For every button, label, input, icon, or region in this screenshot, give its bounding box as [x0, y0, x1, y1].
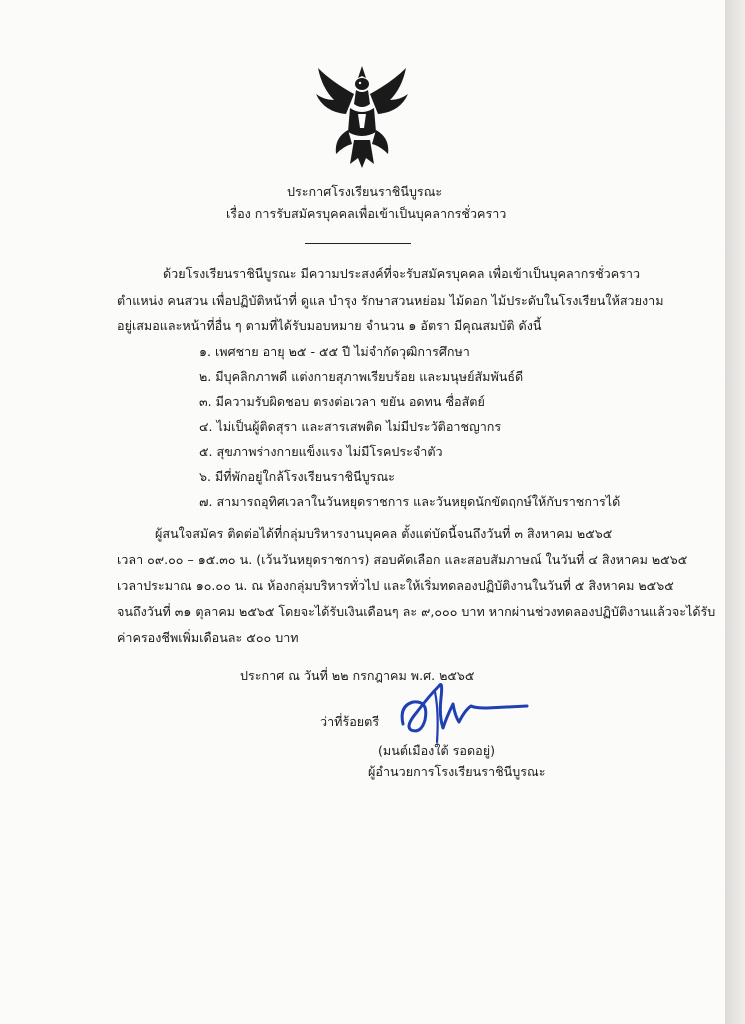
qualification-item: ๓. มีความรับผิดชอบ ตรงต่อเวลา ขยัน อดทน ซื่อสัตย์ — [199, 394, 485, 409]
application-line: ผู้สนใจสมัคร ติดต่อได้ที่กลุ่มบริหารงานบุคคล ตั้งแต่บัดนี้จนถึงวันที่ ๓ สิงหาคม ๒๕๖๕ — [155, 526, 613, 541]
signature-icon — [395, 672, 530, 752]
signatory-position: ผู้อำนวยการโรงเรียนราชินีบูรณะ — [368, 764, 546, 779]
qualification-item: ๕. สุขภาพร่างกายแข็งแรง ไม่มีโรคประจำตัว — [199, 444, 443, 459]
signatory-title: ว่าที่ร้อยตรี — [320, 714, 380, 729]
announcement-date: ประกาศ ณ วันที่ ๒๒ กรกฎาคม พ.ศ. ๒๕๖๕ — [240, 668, 475, 683]
application-line: ค่าครองชีพเพิ่มเดือนละ ๕๐๐ บาท — [117, 630, 299, 645]
qualification-item: ๔. ไม่เป็นผู้ติดสุรา และสารเสพติด ไม่มีประวัติอาชญากร — [199, 419, 502, 434]
scan-edge — [725, 0, 745, 1024]
garuda-emblem-icon — [312, 64, 412, 174]
intro-line: ตำแหน่ง คนสวน เพื่อปฏิบัติหน้าที่ ดูแล บำรุง รักษาสวนหย่อม ไม้ดอก ไม้ประดับในโรงเรียนให้สวยงาม — [117, 293, 664, 308]
signatory-name: (มนต์เมืองใต้ รอดอยู่) — [378, 743, 496, 758]
divider — [305, 243, 411, 244]
application-line: จนถึงวันที่ ๓๑ ตุลาคม ๒๕๖๕ โดยจะได้รับเงินเดือนๆ ละ ๙,๐๐๐ บาท หากผ่านช่วงทดลองปฏิบัติงานแล้วจะได้รับ — [117, 604, 716, 619]
document-title: ประกาศโรงเรียนราชินีบูรณะ — [287, 184, 443, 199]
document-subject: เรื่อง การรับสมัครบุคคลเพื่อเข้าเป็นบุคลากรชั่วคราว — [226, 206, 507, 221]
qualification-item: ๖. มีที่พักอยู่ใกล้โรงเรียนราชินีบูรณะ — [199, 469, 395, 484]
qualification-item: ๑. เพศชาย อายุ ๒๕ - ๕๕ ปี ไม่จำกัดวุฒิการศึกษา — [199, 344, 470, 359]
qualification-item: ๒. มีบุคลิกภาพดี แต่งกายสุภาพเรียบร้อย และมนุษย์สัมพันธ์ดี — [199, 369, 524, 384]
application-line: เวลาประมาณ ๑๐.๐๐ น. ณ ห้องกลุ่มบริหารทั่วไป และให้เริ่มทดลองปฏิบัติงานในวันที่ ๕ สิงหาคม ๒๕๖๕ — [117, 578, 674, 593]
intro-line: ด้วยโรงเรียนราชินีบูรณะ มีความประสงค์ที่จะรับสมัครบุคคล เพื่อเข้าเป็นบุคลากรชั่วคราว — [163, 266, 641, 281]
qualification-item: ๗. สามารถอุทิศเวลาในวันหยุดราชการ และวันหยุดนักขัตฤกษ์ให้กับราชการได้ — [199, 494, 621, 509]
application-line: เวลา ๐๙.๐๐ – ๑๕.๓๐ น. (เว้นวันหยุดราชการ) สอบคัดเลือก และสอบสัมภาษณ์ ในวันที่ ๔ สิงหาคม ๒๕๖๕ — [117, 552, 688, 567]
intro-line: อยู่เสมอและหน้าที่อื่น ๆ ตามที่ได้รับมอบหมาย จำนวน ๑ อัตรา มีคุณสมบัติ ดังนี้ — [117, 318, 542, 333]
